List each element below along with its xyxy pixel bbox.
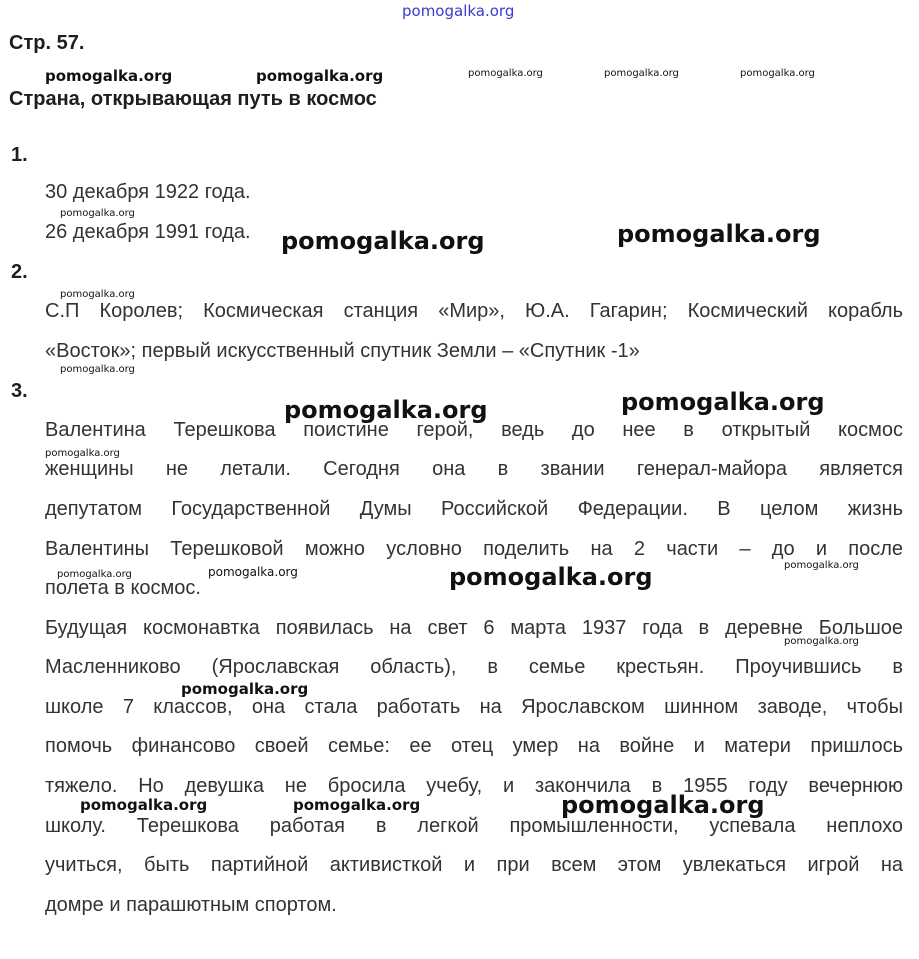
answer-2-line: С.П Королев; Космическая станция «Мир», Ю.А. Гагарин; Космический корабль	[45, 300, 903, 322]
answer-3-line: тяжело. Но девушка не бросила учебу, и закончила в 1955 году вечернюю	[45, 775, 903, 797]
answer-1-line: 26 декабря 1991 года.	[45, 221, 251, 243]
answer-3-line: помочь финансово своей семье: ее отец умер на войне и матери пришлось	[45, 735, 903, 757]
watermark: pomogalka.org	[181, 680, 309, 698]
answer-3-line: полета в космос.	[45, 577, 201, 599]
watermark: pomogalka.org	[449, 563, 653, 591]
watermark: pomogalka.org	[45, 448, 120, 459]
watermark: pomogalka.org	[604, 68, 679, 79]
answer-3-line: учиться, быть партийной активисткой и при всем этом увлекаться игрой на	[45, 854, 903, 876]
answer-3-line: школу. Терешкова работая в легкой промышленности, успевала неплохо	[45, 815, 903, 837]
watermark: pomogalka.org	[208, 565, 298, 579]
watermark: pomogalka.org	[60, 208, 135, 219]
answer-3-number: 3.	[11, 380, 28, 402]
answer-1-number: 1.	[11, 144, 28, 166]
page-number: Стр. 57.	[9, 32, 85, 54]
watermark: pomogalka.org	[45, 67, 173, 85]
watermark: pomogalka.org	[740, 68, 815, 79]
watermark: pomogalka.org	[60, 364, 135, 375]
watermark: pomogalka.org	[784, 636, 859, 647]
watermark: pomogalka.org	[621, 388, 825, 416]
answer-3-line: Будущая космонавтка появилась на свет 6 марта 1937 года в деревне Большое	[45, 617, 903, 639]
answer-3-line: школе 7 классов, она стала работать на Ярославском шинном заводе, чтобы	[45, 696, 903, 718]
watermark: pomogalka.org	[80, 796, 208, 814]
watermark: pomogalka.org	[57, 569, 132, 580]
answer-1-line: 30 декабря 1922 года.	[45, 181, 251, 203]
answer-2-number: 2.	[11, 261, 28, 283]
answer-3-line: Валентина Терешкова поистине герой, ведь до нее в открытый космос	[45, 419, 903, 441]
answer-3-line: депутатом Государственной Думы Российской Федерации. В целом жизнь	[45, 498, 903, 520]
watermark-top: pomogalka.org	[402, 2, 515, 20]
answer-2-line: «Восток»; первый искусственный спутник Земли – «Спутник -1»	[45, 340, 640, 362]
watermark: pomogalka.org	[281, 227, 485, 255]
answer-3-line: женщины не летали. Сегодня она в звании генерал-майора является	[45, 458, 903, 480]
answer-3-line: Масленниково (Ярославская область), в семье крестьян. Проучившись в	[45, 656, 903, 678]
watermark: pomogalka.org	[293, 796, 421, 814]
section-title: Страна, открывающая путь в космос	[9, 88, 377, 110]
watermark: pomogalka.org	[60, 289, 135, 300]
answer-3-line: домре и парашютным спортом.	[45, 894, 337, 916]
watermark: pomogalka.org	[784, 560, 859, 571]
watermark: pomogalka.org	[617, 220, 821, 248]
watermark: pomogalka.org	[284, 396, 488, 424]
answer-3-line: Валентины Терешковой можно условно поделить на 2 части – до и после	[45, 538, 903, 560]
watermark: pomogalka.org	[256, 67, 384, 85]
watermark: pomogalka.org	[468, 68, 543, 79]
watermark: pomogalka.org	[561, 791, 765, 819]
